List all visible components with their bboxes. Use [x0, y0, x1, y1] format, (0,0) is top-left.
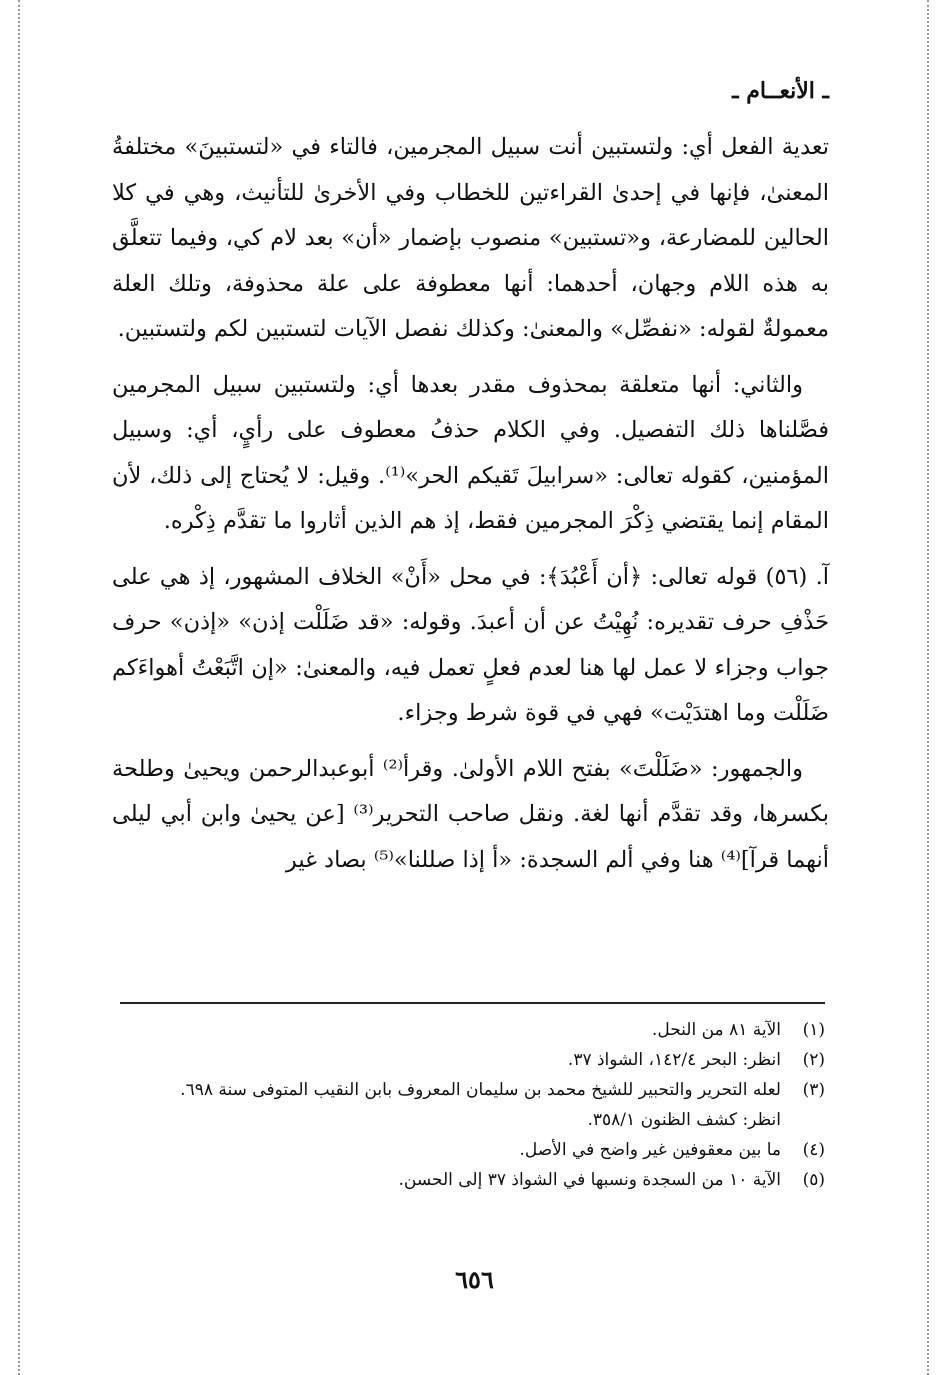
page-number: ٦٥٦ [455, 1265, 494, 1294]
footnotes [112, 1015, 825, 1195]
running-header: ـ الأنعــام ـ [732, 78, 829, 104]
footnote-4 [112, 1135, 825, 1165]
footnote-text: لعله التحرير والتحبير للشيخ محمد بن سليمان المعروف بابن النقيب المتوفى سنة ٦٩٨. [180, 1080, 781, 1100]
footnote-5 [112, 1165, 825, 1195]
paragraph-1: تعدية الفعل أي: ولتستبين أنت سبيل المجرمين، فالتاء في «لتستبينَ» مختلفةُ المعنىٰ، فإنها في إحدىٰ القراءتين للخطاب وفي الأخرىٰ للتأنيث، وهي في كلا الحالين للمضارعة، و«تستبين» منصوب بإضمار «أن» بعد لام كي، وفيما تتعلَّق به هذه اللام وجهان، أحدهما: أنها معطوفة على علة محذوفة، وتلك العلة معمولةٌ لقوله: «نفصِّل» والمعنىٰ: وكذلك نفصل الآيات لتستبين لكم ولتستبين. [112, 134, 829, 342]
footnote-3 [112, 1075, 825, 1135]
paragraph-4: والجمهور: «ضَلَلْتَ» بفتح اللام الأولىٰ. وقرأ⁽²⁾ أبوعبدالرحمن ويحيىٰ وطلحة بكسرها، وقد تقدَّم أنها لغة. ونقل صاحب التحرير⁽³⁾ [عن يحيىٰ وابن أبي ليلى أنهما قرآ]⁽⁴⁾ هنا وفي ألم السجدة: «أ إذا صللنا»⁽⁵⁾ بصاد غير [112, 755, 829, 873]
footnote-continuation: انظر: كشف الظنون ٣٥٨/١. [587, 1110, 781, 1130]
footnote-text: ما بين معقوفين غير واضح في الأصل. [519, 1140, 781, 1160]
footnote-number: (٢) [802, 1050, 825, 1070]
scan-edge-dots-right [927, 0, 929, 1375]
footnote-text: الآية ٨١ من النحل. [651, 1020, 781, 1040]
footnote-number: (١) [802, 1020, 825, 1040]
main-text [112, 125, 829, 883]
footnote-number: (٣) [802, 1080, 825, 1100]
footnote-text: انظر: البحر ١٤٢/٤، الشواذ ٣٧. [567, 1050, 781, 1070]
footnote-1 [112, 1015, 825, 1045]
paragraph-3: آ. (٥٦) قوله تعالى: ﴿أن أَعْبُدَ﴾: في محل «أَنْ» الخلاف المشهور، إذ هي على حَذْفِ حرف تقديره: نُهِيْتُ عن أن أعبدَ. وقوله: «قد ضَلَلْت إذن» «إذن» حرف جواب وجزاء لا عمل لها هنا لعدم فعلٍ تعمل فيه، والمعنىٰ: «إن اتَّبَعْتُ أهواءَكم ضَلَلْت وما اهتدَيْت» فهي في قوة شرط وجزاء. [112, 563, 829, 726]
footnote-2 [112, 1045, 825, 1075]
footnote-text: الآية ١٠ من السجدة ونسبها في الشواذ ٣٧ إلى الحسن. [398, 1170, 781, 1190]
paragraph-2: والثاني: أنها متعلقة بمحذوف مقدر بعدها أي: ولتستبين سبيل المجرمين فصَّلناها ذلك التفصيل. وفي الكلام حذفُ معطوف على رأيٍ، أي: وسبيل المؤمنين، كقوله تعالى: «سرابيلَ تَقيكم الحر»⁽¹⁾. وقيل: لا يُحتاج إلى ذلك، لأن المقام إنما يقتضي ذِكْرَ المجرمين فقط، إذ هم الذين أثاروا ما تقدَّم ذِكْره. [112, 371, 829, 534]
footnote-number: (٤) [802, 1140, 825, 1160]
footnote-number: (٥) [802, 1170, 825, 1190]
scan-edge-dots-left [18, 0, 20, 1375]
footnote-separator [120, 1002, 825, 1004]
